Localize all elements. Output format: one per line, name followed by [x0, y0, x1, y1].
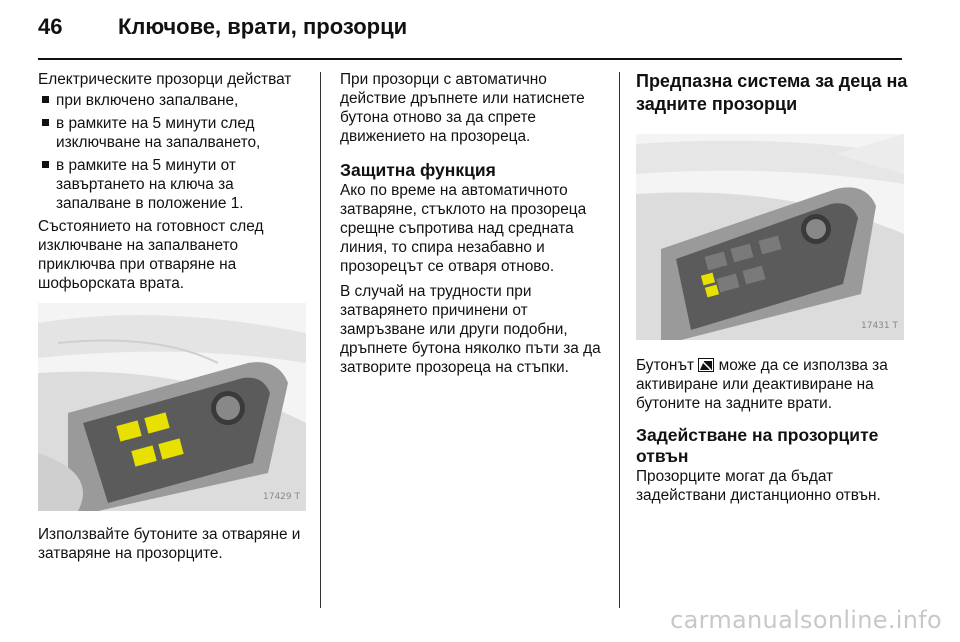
- window-switch-illustration: [38, 303, 306, 511]
- column-divider-1: [320, 72, 321, 608]
- page-number: 46: [38, 14, 63, 39]
- section-heading-child-lock: Предпазна система за деца на задните прозорци: [636, 71, 908, 114]
- page-header: [38, 14, 407, 40]
- difficulty-text: В случай на трудности при затварянето причинени от замръзване или други подобни, дръпнете бутона няколко пъти за да затворите прозореца на стъпки.: [340, 283, 601, 376]
- column-3: [636, 70, 908, 511]
- intro-text: Електрическите прозорци действат: [38, 71, 292, 88]
- child-lock-illustration: [636, 134, 904, 340]
- bullet-icon: [42, 96, 49, 103]
- figure-code: 17431 T: [861, 321, 898, 331]
- column-1: [38, 70, 310, 569]
- child-lock-icon: [698, 358, 714, 372]
- readiness-text: Състоянието на готовност след изключване на запалването приключва при отваряне на шофьорската врата.: [38, 218, 264, 292]
- list-item: в рамките на 5 минути от завъртането на ключа за запалване в положение 1.: [38, 156, 310, 213]
- list-item: в рамките на 5 минути след изключване на запалването,: [38, 114, 310, 152]
- bullet-icon: [42, 161, 49, 168]
- figure-caption: Използвайте бутоните за отваряне и затваряне на прозорците.: [38, 526, 301, 562]
- figure-code: 17429 T: [263, 492, 300, 502]
- conditions-list: [38, 91, 310, 213]
- watermark: carmanualsonline.info: [670, 606, 942, 634]
- page-title: Ключове, врати, прозорци: [118, 14, 408, 39]
- remote-text: Прозорците могат да бъдат задействани дистанционно отвън.: [636, 468, 881, 504]
- column-2: [340, 70, 612, 383]
- header-rule: [38, 58, 902, 60]
- column-divider-2: [619, 72, 620, 608]
- section-heading-remote: Задействане на прозорците отвън: [636, 425, 879, 466]
- section-heading-protection: Защитна функция: [340, 160, 496, 180]
- protection-text: Ако по време на автоматичното затваряне, стъклото на прозореца срещне съпротива над средната линия, то спира незабавно и прозорецът се отваря отново.: [340, 182, 587, 275]
- list-item: при включено запалване,: [38, 91, 310, 110]
- auto-action-text: При прозорци с автоматично действие дръпнете или натиснете бутона отново за да спрете движението на прозореца.: [340, 71, 585, 145]
- bullet-icon: [42, 119, 49, 126]
- child-lock-button-text: Бутонът може да се използва за активиране или деактивиране на бутоните на задните врати.: [636, 357, 888, 412]
